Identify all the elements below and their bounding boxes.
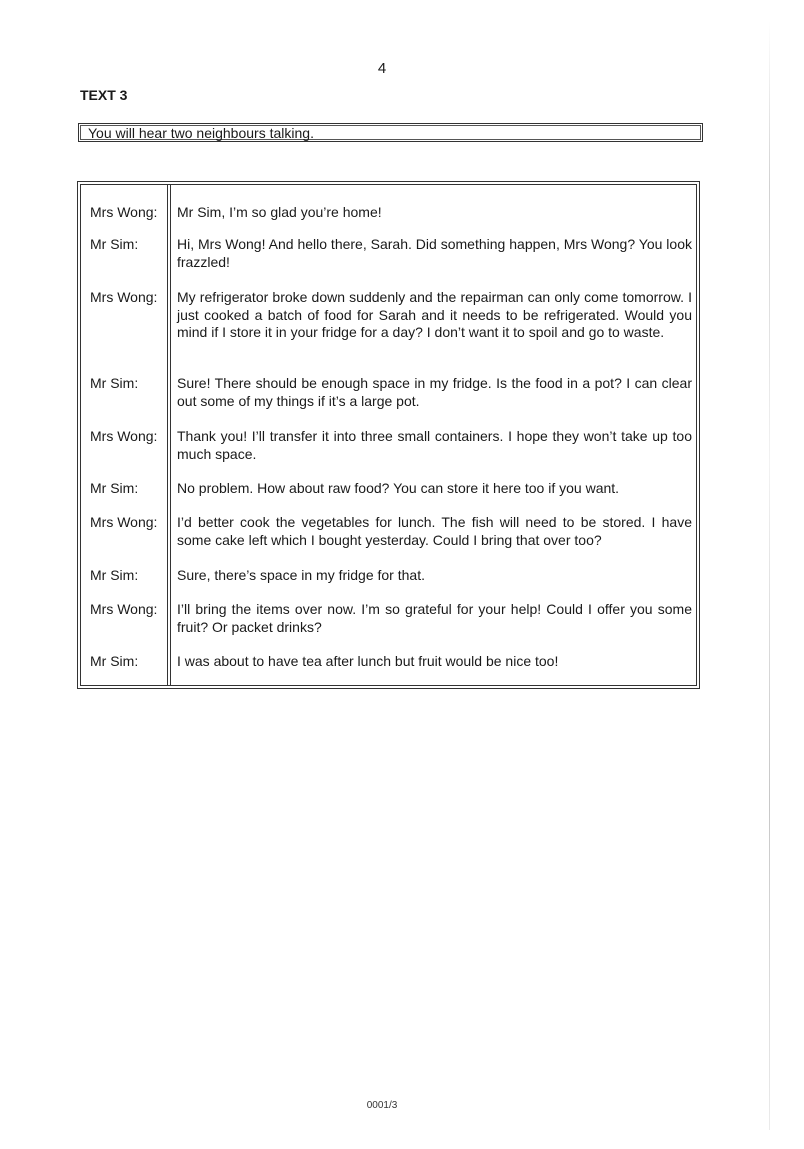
- speaker-label: Mrs Wong:: [90, 289, 158, 305]
- dialogue-line: I was about to have tea after lunch but fruit would be nice too!: [177, 653, 559, 669]
- dialogue-line: Sure, there’s space in my fridge for that.: [177, 567, 425, 583]
- speaker-label: Mr Sim:: [90, 480, 139, 496]
- speaker-label: Mrs Wong:: [90, 428, 158, 444]
- column-divider: [167, 185, 171, 685]
- dialogue-line: Thank you! I’ll transfer it into three small containers. I hope they won’t take up too much space.: [177, 428, 692, 462]
- speaker-label: Mrs Wong:: [90, 601, 158, 617]
- dialogue-table: [77, 181, 700, 689]
- speaker-label: Mr Sim:: [90, 653, 139, 669]
- speaker-label: Mr Sim:: [90, 236, 139, 252]
- instruction-text: You will hear two neighbours talking.: [88, 125, 314, 141]
- dialogue-line: My refrigerator broke down suddenly and the repairman can only come tomorrow. I just cooked a batch of food for Sarah and it needs to be refrigerated. Would you mind if I store it in your fridge for a day? I don’t want it to spoil and go to waste.: [177, 289, 692, 340]
- dialogue-line: I’d better cook the vegetables for lunch. The fish will need to be stored. I have some cake left which I bought yesterday. Could I bring that over too?: [177, 514, 692, 548]
- text-heading: TEXT 3: [80, 87, 128, 103]
- dialogue-line: No problem. How about raw food? You can store it here too if you want.: [177, 480, 620, 496]
- speaker-label: Mrs Wong:: [90, 514, 158, 530]
- dialogue-line: Hi, Mrs Wong! And hello there, Sarah. Did something happen, Mrs Wong? You look frazzled!: [177, 236, 692, 270]
- scan-edge-shadow: [769, 20, 770, 1130]
- dialogue-table-inner: [80, 184, 697, 686]
- footer-code: 0001/3: [366, 1100, 398, 1111]
- speaker-label: Mr Sim:: [90, 567, 139, 583]
- speaker-label: Mrs Wong:: [90, 204, 158, 220]
- dialogue-line: Mr Sim, I’m so glad you’re home!: [177, 204, 382, 220]
- page-number: 4: [377, 60, 387, 77]
- dialogue-line: I’ll bring the items over now. I’m so grateful for your help! Could I offer you some fruit? Or packet drinks?: [177, 601, 692, 635]
- dialogue-line: Sure! There should be enough space in my fridge. Is the food in a pot? I can clear out some of my things if it’s a large pot.: [177, 375, 692, 409]
- speaker-label: Mr Sim:: [90, 375, 139, 391]
- instruction-box: [78, 123, 703, 142]
